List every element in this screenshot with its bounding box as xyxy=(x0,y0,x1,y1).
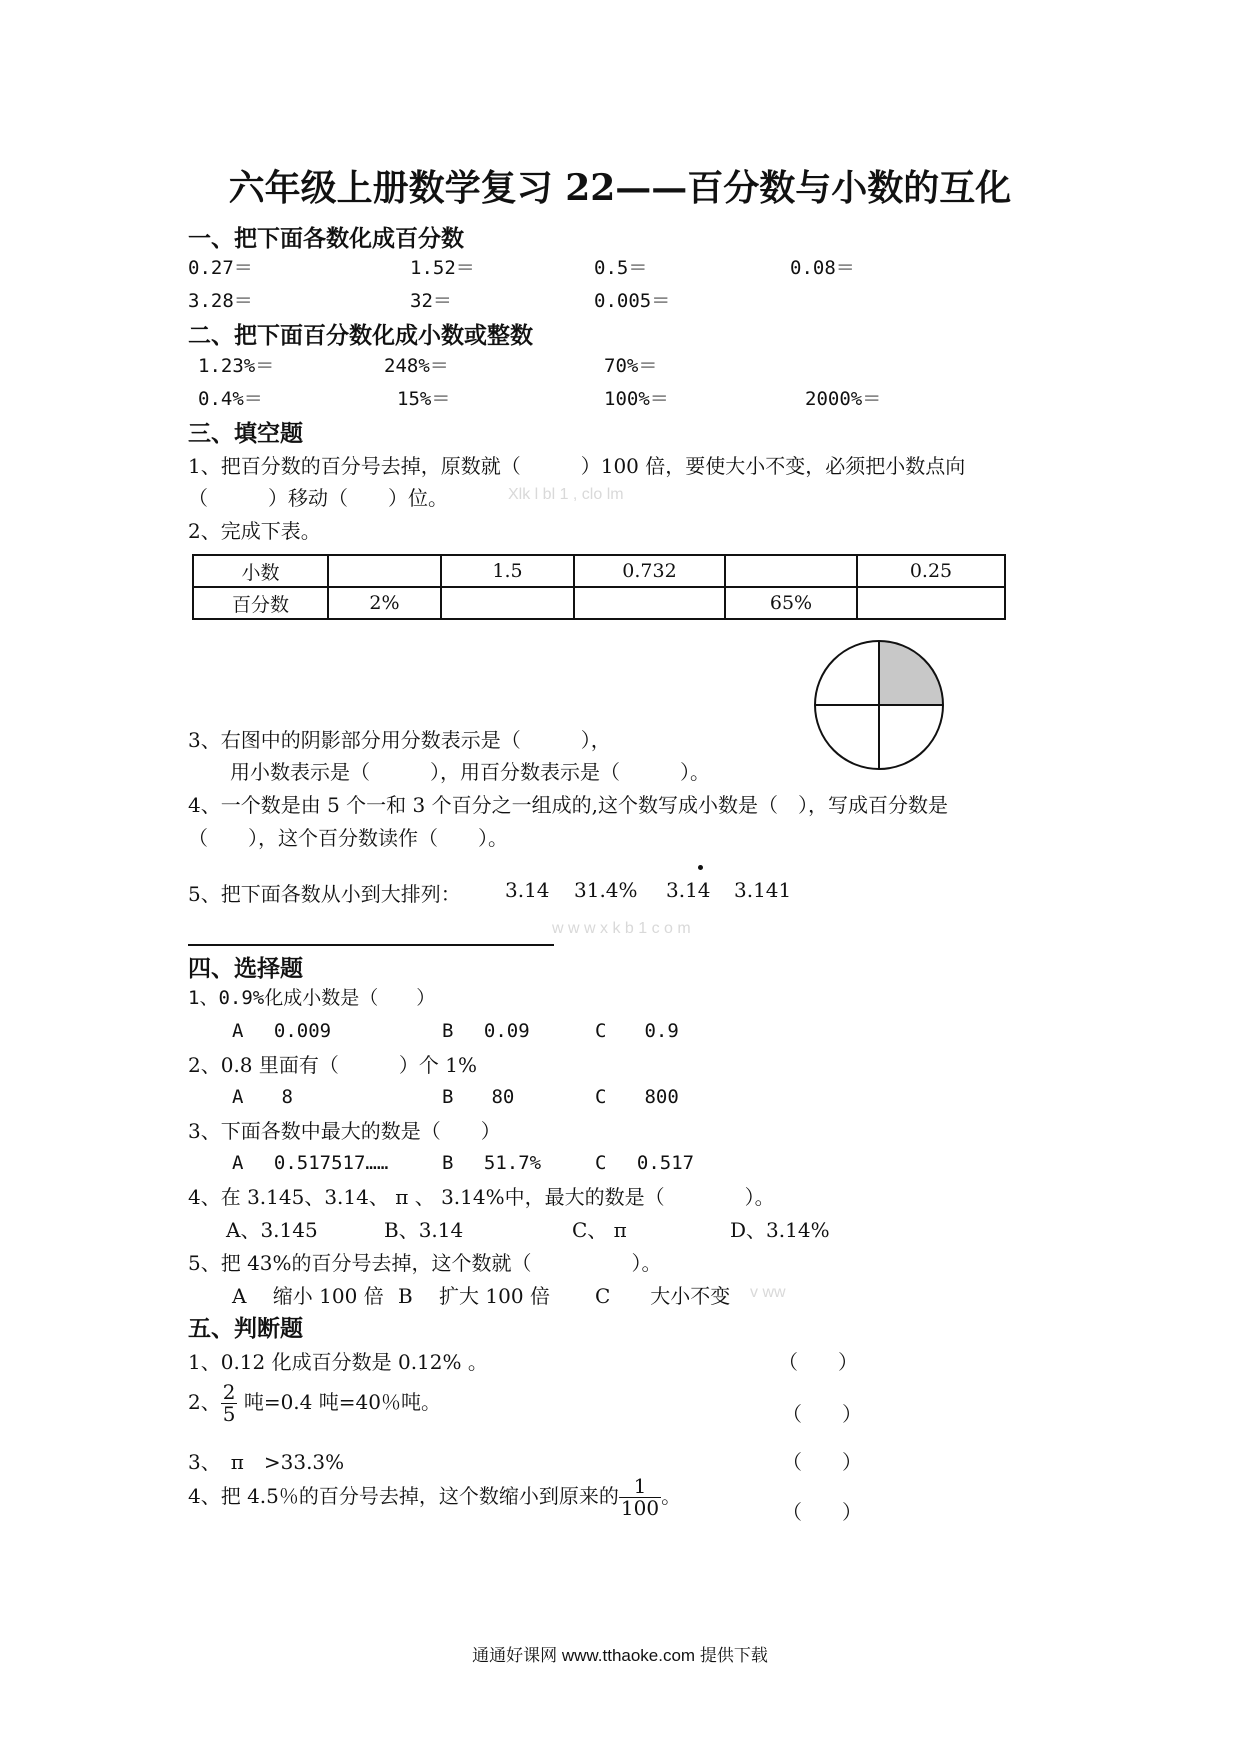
conversion-table xyxy=(192,554,1006,620)
table-row xyxy=(193,587,1005,619)
s5-q2 xyxy=(188,1382,441,1425)
s5-q2-prefix: 2、 xyxy=(188,1390,221,1414)
answer-parentheses: （ ） xyxy=(782,1402,862,1426)
s3-q1-line2: （ ）移动（ ）位。 xyxy=(188,486,448,510)
table-cell: 0.25 xyxy=(857,555,1005,587)
s3-q5-label: 5、把下面各数从小到大排列： xyxy=(188,882,461,906)
table-cell xyxy=(441,587,574,619)
table-cell: 0.732 xyxy=(574,555,725,587)
s1-item: 0.5＝ xyxy=(594,257,648,279)
s3-q3-line1: 3、右图中的阴影部分用分数表示是（ ）， xyxy=(188,728,611,752)
s4-q4: 4、在 3.145、3.14、 π 、 3.14%中，最大的数是（ ）。 xyxy=(188,1185,775,1209)
table-cell xyxy=(574,587,725,619)
s2-item: 0.4%＝ xyxy=(198,388,263,410)
s2-item: 70%＝ xyxy=(604,355,658,377)
s1-item: 3.28＝ xyxy=(188,290,253,312)
s1-item: 1.52＝ xyxy=(410,257,475,279)
table-cell: 65% xyxy=(725,587,857,619)
fraction-denominator: 100 xyxy=(620,1496,660,1520)
s4-option: A 8 xyxy=(232,1086,293,1108)
section-4-heading: 四、选择题 xyxy=(188,955,303,982)
s3-q5-value: 31.4% xyxy=(574,878,638,902)
watermark-text: v ww xyxy=(750,1284,786,1301)
s2-item: 1.23%＝ xyxy=(198,355,275,377)
s4-option: D、3.14% xyxy=(730,1218,830,1242)
s4-option: B 0.09 xyxy=(442,1020,530,1042)
section-3-heading: 三、填空题 xyxy=(188,420,303,447)
s4-option: C、 π xyxy=(572,1218,627,1242)
s5-q3: 3、 π >33.3% xyxy=(188,1450,345,1474)
s1-item: 0.27＝ xyxy=(188,257,253,279)
s3-q5-value: 3.14 xyxy=(666,878,711,902)
watermark-text: Xlk l bl 1 , clo lm xyxy=(508,486,624,503)
s2-item: 2000%＝ xyxy=(805,388,882,410)
s5-q1: 1、0.12 化成百分数是 0.12% 。 xyxy=(188,1350,488,1374)
s3-q5-value: 3.14 xyxy=(505,878,550,902)
s4-q2: 2、0.8 里面有（ ）个 1% xyxy=(188,1053,477,1077)
watermark-text: w w w x k b 1 c o m xyxy=(552,920,691,937)
s4-option: C 0.9 xyxy=(595,1020,679,1042)
s4-q5: 5、把 43%的百分号去掉，这个数就（ ）。 xyxy=(188,1251,662,1275)
s5-q2-rest: 吨=0.4 吨=40％吨。 xyxy=(237,1390,441,1414)
s4-q3: 3、下面各数中最大的数是（ ） xyxy=(188,1119,501,1143)
s4-q1: 1、0.9%化成小数是（ ） xyxy=(188,987,436,1009)
s3-q3-line2: 用小数表示是（ ），用百分数表示是（ ）。 xyxy=(230,760,710,784)
s3-q5-value: 3.141 xyxy=(734,878,792,902)
page-footer: 通通好课网 www.tthaoke.com 提供下载 xyxy=(472,1646,768,1665)
fraction-numerator: 2 xyxy=(222,1380,236,1404)
s3-q4-line1: 4、一个数是由 5 个一和 3 个百分之一组成的,这个数写成小数是（ ），写成百分数是 xyxy=(188,793,948,817)
s4-option: C 800 xyxy=(595,1086,679,1108)
s2-item: 100%＝ xyxy=(604,388,669,410)
table-cell xyxy=(857,587,1005,619)
section-5-heading: 五、判断题 xyxy=(188,1315,303,1342)
table-cell xyxy=(328,555,441,587)
s2-item: 248%＝ xyxy=(384,355,449,377)
table-cell: 1.5 xyxy=(441,555,574,587)
s4-option: A 缩小 100 倍 xyxy=(232,1284,384,1308)
s3-q2: 2、完成下表。 xyxy=(188,519,321,543)
fraction-numerator: 1 xyxy=(619,1476,661,1498)
s1-item: 32＝ xyxy=(410,290,452,312)
fraction-two-fifths xyxy=(221,1382,238,1425)
s1-item: 0.005＝ xyxy=(594,290,671,312)
section-1-heading: 一、把下面各数化成百分数 xyxy=(188,225,464,252)
section-2-heading: 二、把下面百分数化成小数或整数 xyxy=(188,322,533,349)
s5-q4-prefix: 4、把 4.5％的百分号去掉，这个数缩小到原来的 xyxy=(188,1484,619,1508)
s4-option: B 51.7% xyxy=(442,1152,542,1174)
table-cell: 2% xyxy=(328,587,441,619)
answer-line xyxy=(188,944,554,946)
s4-option: B、3.14 xyxy=(384,1218,464,1242)
answer-parentheses: （ ） xyxy=(782,1500,862,1524)
s4-option: A 0.517517…… xyxy=(232,1152,389,1174)
table-row-label: 百分数 xyxy=(193,587,328,619)
page-title: 六年级上册数学复习 22——百分数与小数的互化 xyxy=(228,167,1012,209)
fraction-denominator: 5 xyxy=(222,1402,236,1426)
s1-item: 0.08＝ xyxy=(790,257,855,279)
answer-parentheses: （ ） xyxy=(778,1350,858,1374)
s2-item: 15%＝ xyxy=(397,388,451,410)
s4-option: C 0.517 xyxy=(595,1152,695,1174)
s5-q4-suffix: 。 xyxy=(661,1484,682,1508)
s5-q4 xyxy=(188,1476,681,1519)
s4-option: A 0.009 xyxy=(232,1020,332,1042)
s4-option: B 80 xyxy=(442,1086,515,1108)
table-row xyxy=(193,555,1005,587)
shaded-circle-diagram xyxy=(812,638,946,772)
table-row-label: 小数 xyxy=(193,555,328,587)
repeating-decimal-dot xyxy=(698,865,703,870)
s4-option: C 大小不变 xyxy=(595,1284,731,1308)
table-cell xyxy=(725,555,857,587)
s4-option: B 扩大 100 倍 xyxy=(398,1284,550,1308)
s3-q4-line2: （ ），这个百分数读作（ ）。 xyxy=(188,826,508,850)
s4-option: A、3.145 xyxy=(226,1218,318,1242)
s3-q1-line1: 1、把百分数的百分号去掉，原数就（ ）100 倍，要使大小不变，必须把小数点向 xyxy=(188,454,966,478)
fraction-one-hundredth xyxy=(619,1476,661,1519)
answer-parentheses: （ ） xyxy=(782,1450,862,1474)
